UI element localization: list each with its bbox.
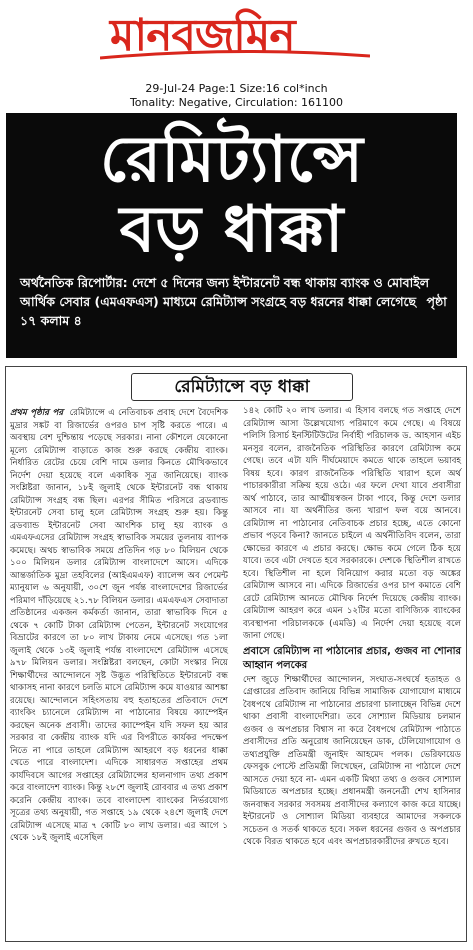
article-column-right [243,405,461,849]
left-column-text: রেমিট্যান্সে এ নেতিবাচক প্রবাহ দেশে বৈদেশিক মুদ্রার সঙ্কট বা রিজার্ভের ওপরও চাপ সৃষ্টি করতে পারে। এ অবস্থায় বেশ দুশ্চিন্তায় পড়েছে সরকার। নানা কৌশলে যেকোনো মূল্যে রেমিট্যান্স বাড়াতে কাজ শুরু করছে কেন্দ্রীয় ব্যাংক। নির্ধারিত রেটের চেয়ে বেশি দামে ডলার কিনতে মৌখিকভাবে নির্দেশ দেয়া হয়েছে বলে একাধিক সূত্র জানিয়েছে। ব্যাংক সংশ্লিষ্টরা জানান, ১৮ই জুলাই থেকে ইন্টারনেট বন্ধ থাকায় রেমিট্যান্স সংগ্রহ বন্ধ ছিল। এরপর সীমিত পরিসরে ব্রডব্যান্ড ইন্টারনেট সেবা চালু হলে রেমিট্যান্স সংগ্রহ শুরু হয়। কিন্তু ব্রডব্যান্ড ইন্টারনেট সেবা আংশিক চালু হয় ব্যাংক ও এমএফএসের রেমিট্যান্স সংগ্রহ স্বাভাবিক সময়ের তুলনায় ব্যাপক কমেছে। অথচ স্বাভাবিক সময়ে প্রতিদিন গড় ৮০ মিলিয়ন থেকে ১০০ মিলিয়ন ডলার রেমিট্যান্স বাংলাদেশে আসে। এদিকে আন্তর্জাতিক মুদ্রা তহবিলের (আইএমএফ) ব্যালেন্স অব পেমেন্ট ম্যানুয়াল ৬ অনুযায়ী, ৩০শে জুন পর্যন্ত বাংলাদেশের রিজার্ভের পরিমাণ দাঁড়িয়েছে ২১.৭৮ বিলিয়ন ডলার। এমএফএস সেবাদাতা প্রতিষ্ঠানের একজন কর্মকর্তা জানান, তারা স্বাভাবিক দিনে ৫ থেকে ৭ কোটি টাকা রেমিট্যান্স পেতেন, ইন্টারনেট সংযোগের বিভ্রাটের কারণে তা ৮০ লাখ টাকায় নেমে এসেছে। গত ১লা জুলাই থেকে ১৩ই জুলাই পর্যন্ত বাংলাদেশে রেমিট্যান্স এসেছে ৯৭৮ মিলিয়ন ডলার। সংশ্লিষ্টরা বলছেন, কোটা সংস্কার নিয়ে শিক্ষার্থীদের আন্দোলনে সৃষ্ট উদ্ভূত পরিস্থিতিতে ইন্টারনেট বন্ধ থাকাসহ নানা কারণে চলতি মাসে রেমিট্যান্স কমে যাওয়ার আশঙ্কা রয়েছে। আন্দোলনে সহিংসতায় বহু হতাহতের প্রতিবাদে দেশে ব্যাংকিং চ্যানেলে রেমিট্যান্স না পাঠানোর বিষয়ে ক্যাম্পেইন করছেন অনেক প্রবাসী। তাদের ক্যাম্পেইন যদি সফল হয় আর সরকার বা কেন্দ্রীয় ব্যাংক যদি এর বিপরীতে কার্যকর পদক্ষেপ নিতে না পারে তাহলে রেমিট্যান্স আহরণে বড় ধরনের ধাক্কা খেতে পারে বাংলাদেশ। এদিকে সাধারণত সপ্তাহের প্রথম কার্যদিবসে আগের সপ্তাহের রেমিট্যান্সের হালনাগাদ তথ্য প্রকাশ করে বাংলাদেশ ব্যাংক। কিন্তু ২৮শে জুলাই রোববার এ তথ্য প্রকাশ করেনি কেন্দ্রীয় ব্যাংক। তবে বাংলাদেশ ব্যাংকের নির্ভরযোগ্য সূত্রের তথ্য অনুযায়ী, গত সপ্তাহে ১৯ থেকে ২৪শে জুলাই দেশে রেমিট্যান্স এসেছে মাত্র ৭ কোটি ৮০ লাখ ডলার। এর আগে ১ থেকে ১৮ই জুলাই এসেছিল [10,408,228,843]
article-column-left [10,407,228,845]
right-column-text-1: ১৪২ কোটি ২০ লাখ ডলার। এ হিসাব বলছে গত সপ্তাহে দেশে রেমিট্যান্স আসা উল্লেখযোগ্য পরিমাণে কমে গেছে। এ বিষয়ে পলিসি রিসার্চ ইনস্টিটিউটের নির্বাহী পরিচালক ড. আহসান এইচ মনসুর বলেন, রাজনৈতিক পরিস্থিতির কারণে রেমিট্যান্স কমে গেছে। তবে এটা যদি দীর্ঘমেয়াদে কমতে থাকে তাহলে ভয়াবহ বিষয় হবে। কারণ রাজনৈতিক পরিস্থিতি খারাপ হলে অর্থ পাচারকারীরা সক্রিয় হয়ে ওঠে। এর ফলে দেখা যাবে প্রবাসীরা অর্থ পাঠাবে, তার আত্মীয়স্বজন টাকা পাবে, কিন্তু দেশে ডলার আসবে না। যা অর্থনীতির জন্য খারাপ ফল বয়ে আনবে। রেমিট্যান্স না পাঠানোর নেতিবাচক প্রচার হচ্ছে, এতে কোনো প্রভাব পড়বে কিনা? জানতে চাইলে এ অর্থনীতিবিদ বলেন, তারা ক্ষোভের কারণে এ প্রচার করছে। ক্ষোভ কমে গেলে ঠিক হয়ে যাবে। তবে এটা দেখতে হবে সরকারকে। দেশকে স্থিতিশীল রাখতে হবে। স্থিতিশীল না হলে বিনিয়োগ করার মতো বড় অঙ্কের রেমিট্যান্স আসবে না। এদিকে রিজার্ভের ওপর চাপ কমাতে বেশি রেটে রেমিট্যান্স আনতে মৌখিক নির্দেশ দিয়েছে কেন্দ্রীয় ব্যাংক। রেমিট্যান্স আহরণ করে এমন ১২টির মতো বাণিজ্যিক ব্যাংকের ব্যবস্থাপনা পরিচালককে (এমডি) এ নির্দেশ দেয়া হয়েছে বলে জানা গেছে। [243,406,461,641]
hero-summary [20,273,450,330]
logo-swoosh-icon [100,48,370,62]
hero-summary-text: দেশে ৫ দিনের জন্য ইন্টারনেট বন্ধ থাকায় ব্যাংক ও মোবাইল আর্থিক সেবার (এমএফএস) মাধ্যমে রেমিট্যান্স সংগ্রহে বড় ধরনের ধাক্কা লেগেছে [20,275,430,309]
article-subhead: প্রবাসে রেমিট্যান্স না পাঠানোর প্রচার, গুজব না শোনার আহ্বান পলকের [243,645,461,671]
front-page-clip [6,113,457,358]
hero-headline-line2: বড় ধাক্কা [119,192,344,267]
clipping-meta-tonality: Tonality: Negative, Circulation: 161100 [129,96,344,109]
hero-jump-line: পৃষ্ঠা ১৭ কলাম ৪ [20,294,447,328]
continuation-article [5,366,467,942]
clipping-meta-date: 29-Jul-24 Page:1 Size:16 col*inch [145,82,328,95]
masthead [0,0,473,82]
hero-headline-line1: রেমিট্যান্সে [99,122,364,197]
newspaper-logo: মানবজমিন [110,10,295,61]
right-column-text-2: দেশ জুড়ে শিক্ষার্থীদের আন্দোলন, সংঘাত-সংঘর্ষে হতাহত ও গ্রেপ্তারের প্রতিবাদ জানিয়ে বিভিন্ন সামাজিক যোগাযোগ মাধ্যমে বৈধপথে রেমিট্যান্স না পাঠানোর প্রচারণা চালাচ্ছেন বিভিন্ন দেশে থাকা প্রবাসী বাংলাদেশিরা। তবে সোশ্যাল মিডিয়ায় চলমান গুজব ও অপপ্রচার বিশ্বাস না করে বৈধপথে রেমিট্যান্স পাঠাতে প্রবাসীদের প্রতি অনুরোধ জানিয়েছেন ডাক, টেলিযোগাযোগ ও তথ্যপ্রযুক্তি প্রতিমন্ত্রী জুনাইদ আহমেদ পলক। ভেরিফায়েড ফেসবুক পোস্টে প্রতিমন্ত্রী লিখেছেন, রেমিট্যান্স না পাঠালে দেশে আসতে দেয়া হবে না- এমন একটি মিথ্যা তথ্য ও গুজব সোশ্যাল মিডিয়াতে অপপ্রচার হচ্ছে। প্রধানমন্ত্রী জননেত্রী শেখ হাসিনার জনবান্ধব সরকার সবসময় প্রবাসীদের কল্যাণে কাজ করে যাচ্ছে। ইন্টারনেট ও সোশ্যাল মিডিয়া ব্যবহারে আমাদের সকলকে সচেতন ও সতর্ক থাকতে হবে। সকল ধরনের গুজব ও অপপ্রচার থেকে বিরত থাকতে হবে এবং অপপ্রচারকারীদের রুখতে হবে। [243,674,461,847]
article-title: রেমিট্যান্সে বড় ধাক্কা [131,373,353,401]
hero-byline: অর্থনৈতিক রিপোর্টার: [20,275,128,290]
lead-prefix: প্রথম পৃষ্ঠার পর [10,408,64,418]
